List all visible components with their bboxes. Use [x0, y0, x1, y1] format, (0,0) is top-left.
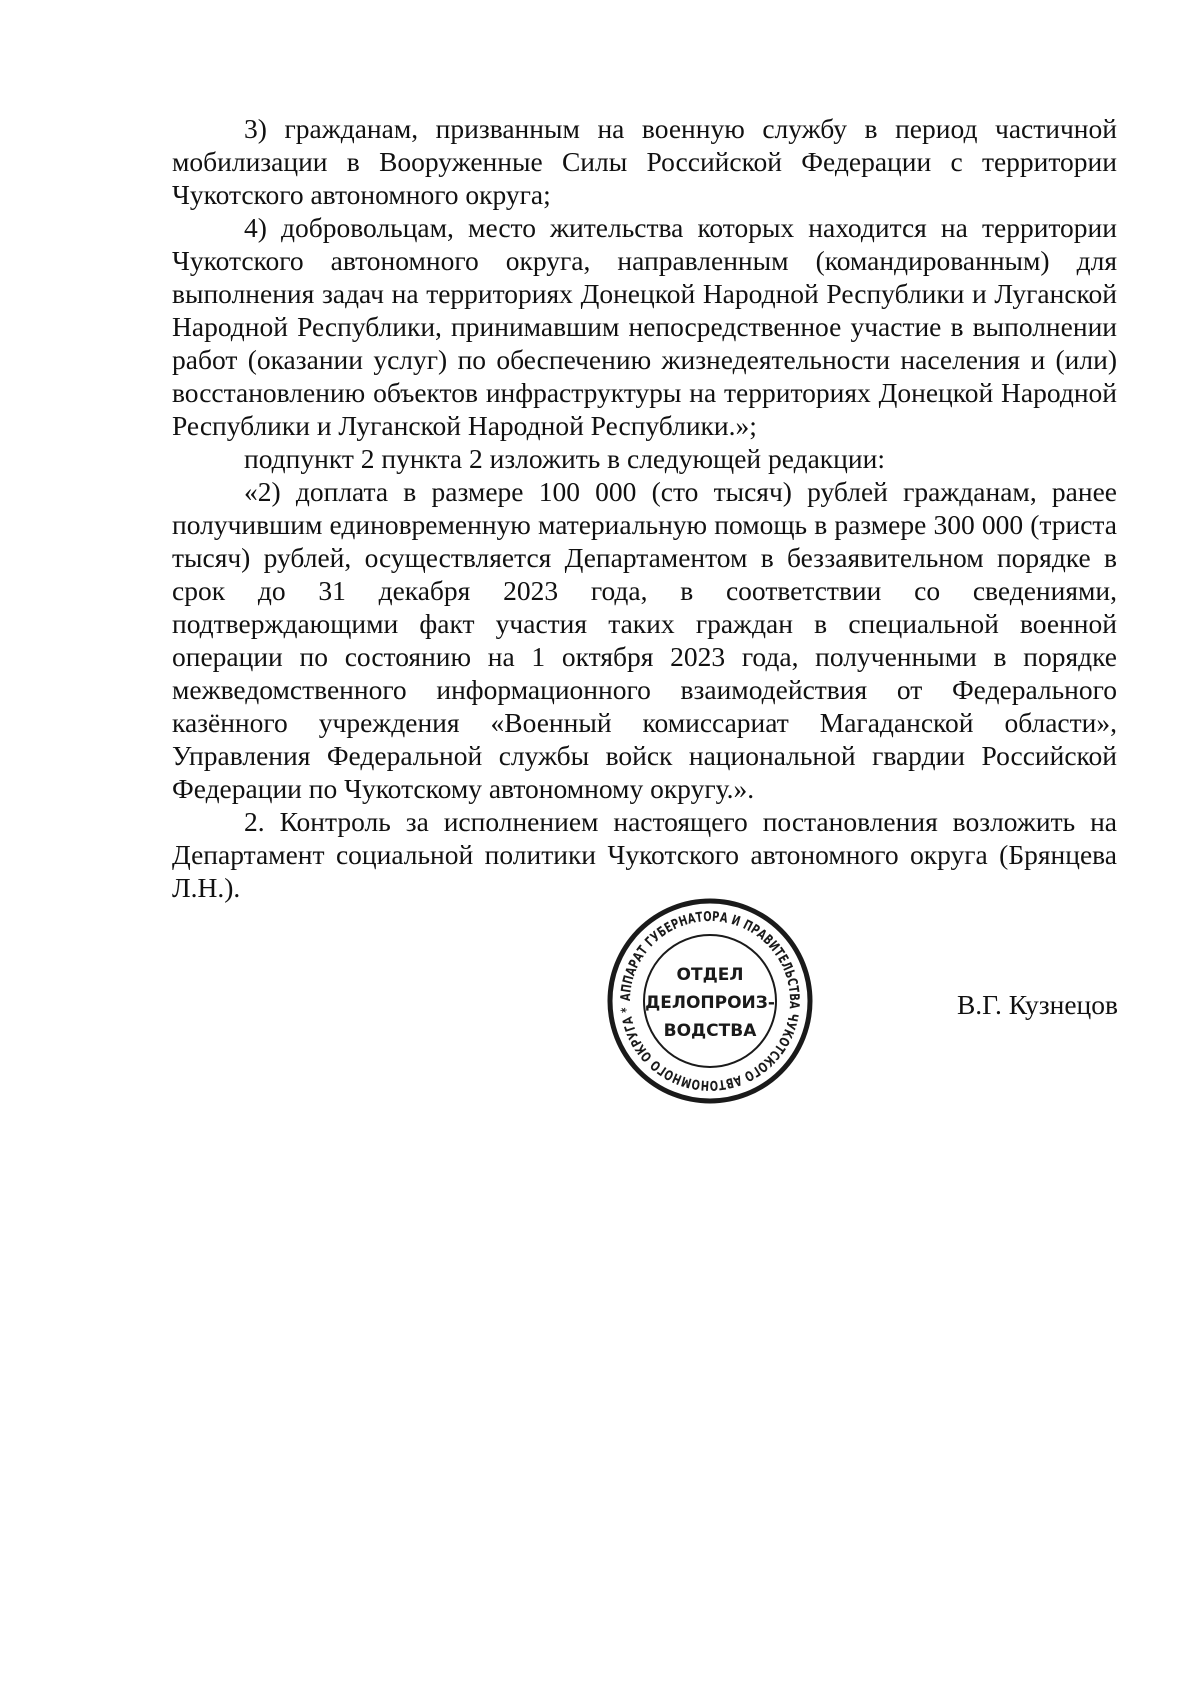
paragraph-item-3: 3) гражданам, призванным на военную службу в период частичной мобилизации в Вооруженные Силы Российской Федерации с территории Чукотского автономного округа;: [172, 113, 1117, 210]
paragraph-amendment-intro: подпункт 2 пункта 2 изложить в следующей редакции:: [244, 443, 885, 474]
paragraph-item-4: 4) добровольцам, место жительства которых находится на территории Чукотского автономного округа, направленным (командированным) для выполнения задач на территориях Донецкой Народной Республики и Луганской Народной Республики, принимавшим непосредственное участие в выполнении работ (оказании услуг) по обеспечению жизнедеятельности населения и (или) восстановлению объектов инфраструктуры на территориях Донецкой Народной Республики и Луганской Народной Республики.»;: [172, 212, 1117, 441]
official-stamp: [604, 895, 816, 1107]
paragraph-control-clause: 2. Контроль за исполнением настоящего постановления возложить на Департамент социальной политики Чукотского автономного округа (Брянцева Л.Н.).: [172, 806, 1117, 903]
signatory-name: В.Г. Кузнецов: [956, 989, 1118, 1020]
stamp-ring-text: АППАРАТ ГУБЕРНАТОРА И ПРАВИТЕЛЬСТВА ЧУКОТСКОГО АВТОНОМНОГО ОКРУГА *: [617, 908, 803, 1094]
stamp-seal-icon: [604, 895, 816, 1107]
paragraph-amendment-text: «2) доплата в размере 100 000 (сто тысяч) рублей гражданам, ранее получившим единовременную материальную помощь в размере 300 000 (триста тысяч) рублей, осуществляется Департаментом в беззаявительном порядке в срок до 31 декабря 2023 года, в соответствии со сведениями, подтверждающими факт участия таких граждан в специальной военной операции по состоянию на 1 октября 2023 года, полученными в порядке межведомственного информационного взаимодействия от Федерального казённого учреждения «Военный комиссариат Магаданской области», Управления Федеральной службы войск национальной гвардии Российской Федерации по Чукотскому автономному округу.».: [172, 476, 1117, 804]
stamp-center-line-3: ВОДСТВА: [663, 1021, 757, 1041]
stamp-center-line-1: ОТДЕЛ: [676, 965, 744, 985]
document-body: [172, 112, 1117, 904]
stamp-center-line-2: ДЕЛОПРОИЗ-: [645, 993, 775, 1013]
